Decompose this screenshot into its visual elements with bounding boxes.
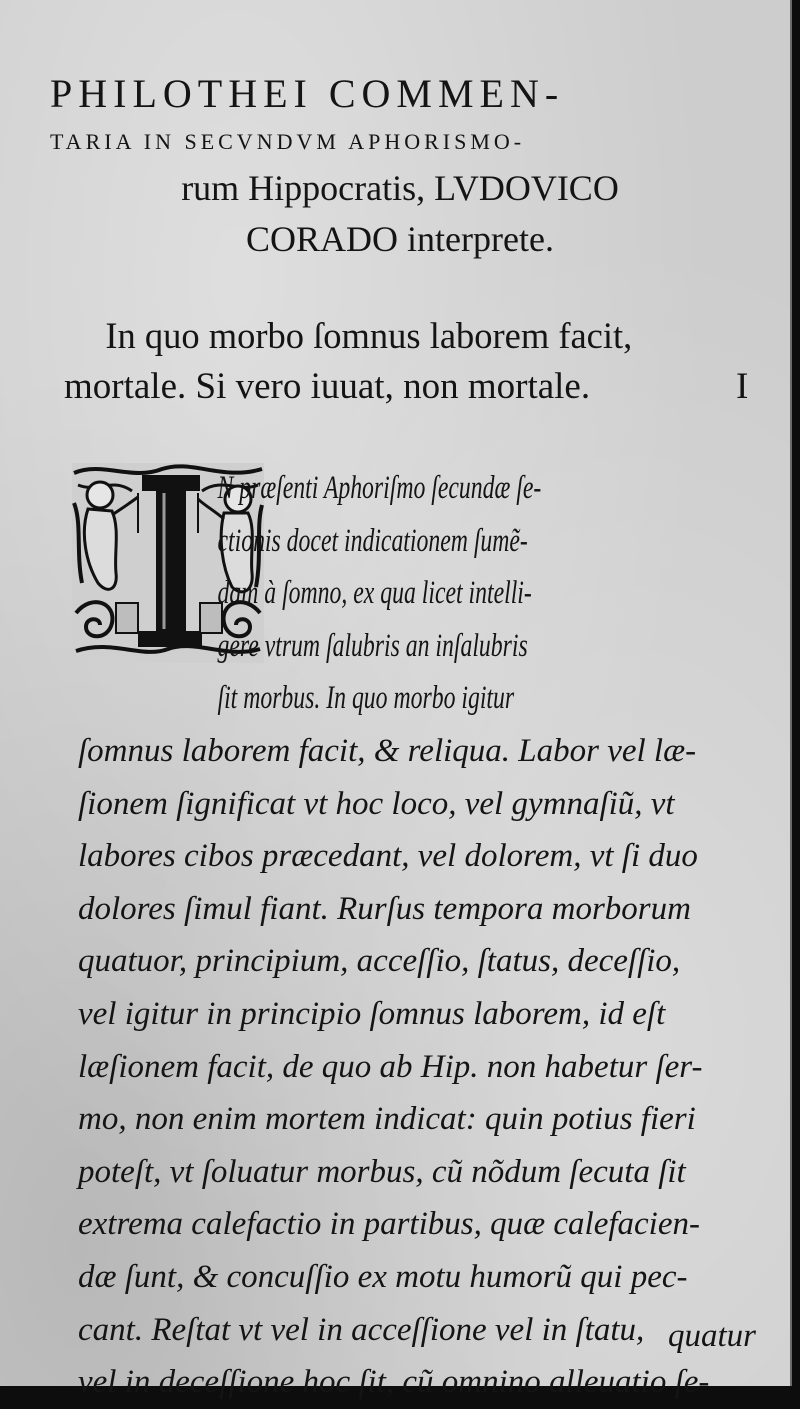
body-line: labores cibos præcedant, vel dolorem, vt ſi duo <box>78 838 698 875</box>
body-line: mo, non enim mortem indicat: quin potius fieri <box>78 1101 696 1138</box>
aphorism-number: I <box>736 366 749 407</box>
aphorism-line-2-text: mortale. Si vero iuuat, non mortale. <box>64 366 591 407</box>
body-line: quatuor, principium, acceſſio, ſtatus, deceſſio, <box>78 943 681 980</box>
catchword: quatur <box>668 1318 757 1354</box>
body-line: ſomnus laborem facit, & reliqua. Labor vel læ- <box>78 732 697 769</box>
heading-line-4: CORADO interprete. <box>246 219 554 259</box>
body-line: poteſt, vt ſoluatur morbus, cũ nõdum ſecuta ſit <box>78 1153 686 1190</box>
heading-line-3: rum Hippocratis, LVDOVICO <box>181 168 619 208</box>
body-line: vel in deceſſione hoc ſit, cũ omnino alleuatio ſe- <box>78 1364 710 1401</box>
heading-line-1: PHILOTHEI COMMEN- <box>50 71 565 116</box>
body-line: ſit morbus. In quo morbo igitur <box>217 680 515 717</box>
body-line: gere vtrum ſalubris an inſalubris <box>217 627 528 664</box>
body-line: N præſenti Aphoriſmo ſecundæ ſe- <box>217 470 542 506</box>
body-line: dæ ſunt, & concuſſio ex motu humorũ qui pec- <box>78 1258 688 1295</box>
body-line: extrema calefactio in partibus, quæ calefacien- <box>78 1206 700 1243</box>
aphorism-line-2 <box>64 362 764 412</box>
body-line: cant. Reſtat vt vel in acceſſione vel in ſtatu, <box>78 1311 645 1348</box>
body-line: læſionem facit, de quo ab Hip. non habetur ſer- <box>78 1048 703 1085</box>
body-line: dam à ſomno, ex qua licet intelli- <box>217 575 532 612</box>
body-line: ſionem ſignificat vt hoc loco, vel gymnaſiũ, vt <box>78 785 675 822</box>
chapter-heading <box>50 66 750 264</box>
heading-line-2: TARIA IN SECVNDVM APHORISMO- <box>50 129 526 154</box>
body-line: dolores ſimul fiant. Rurſus tempora morborum <box>78 890 691 927</box>
body-line: vel igitur in principio ſomnus laborem, id eſt <box>78 995 666 1032</box>
body-line: ctionis docet indicationem ſumẽ- <box>217 522 528 559</box>
aphorism-statement <box>64 312 764 412</box>
aphorism-line-1: In quo morbo ſomnus laborem facit, <box>105 316 633 357</box>
commentary-body <box>78 462 768 1409</box>
